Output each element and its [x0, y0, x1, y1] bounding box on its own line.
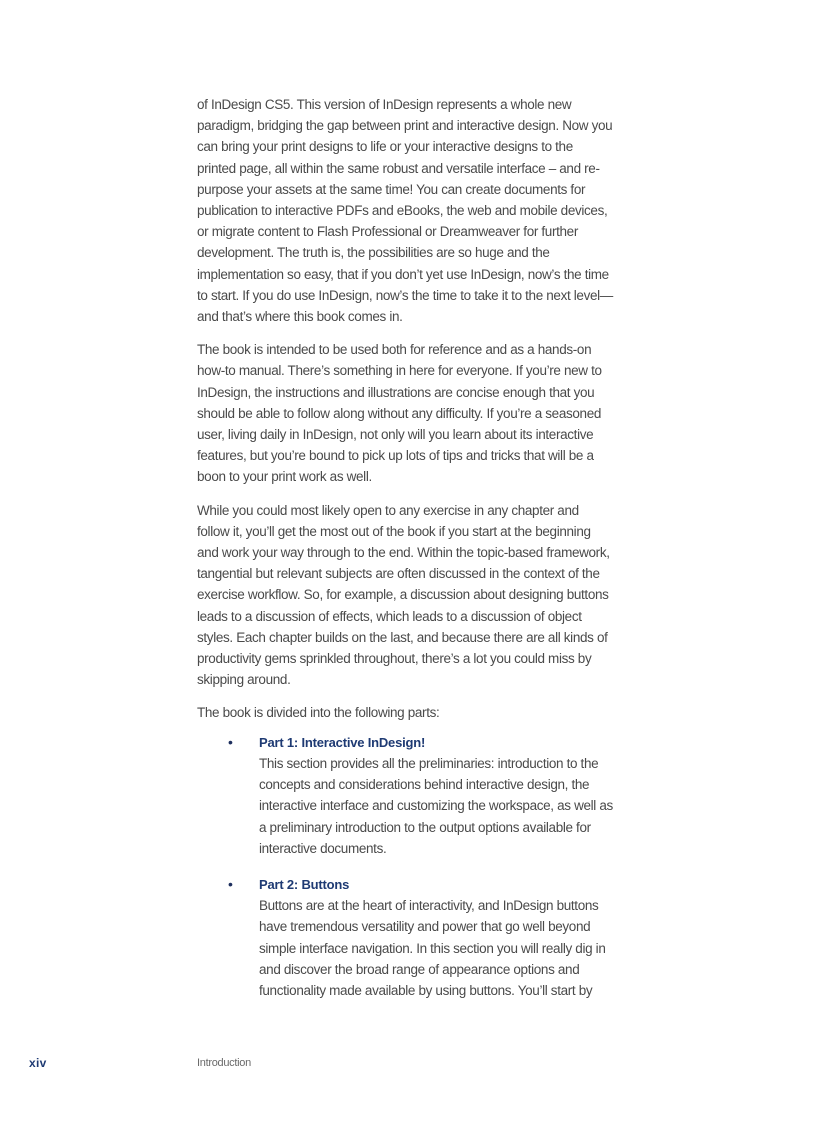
bullet-icon: •	[228, 733, 233, 750]
bullet-icon: •	[228, 875, 233, 892]
list-item-part-1	[197, 732, 613, 859]
running-footer-title: Introduction	[197, 1057, 251, 1069]
part-title: Part 2: Buttons	[259, 876, 350, 892]
paragraph-reading-order: While you could most likely open to any exercise in any chapter and follow it, you’ll get the most out of the book if you start at the beginning and work your way through to the end. Within the topic-based framework, tangential but relevant subjects are often discussed in the context of the exercise workflow. So, for example, a discussion about designing buttons leads to a discussion of effects, which leads to a discussion of object styles. Each chapter builds on the last, and because there are all kinds of productivity gems sprinkled throughout, there’s a lot you could miss by skipping around.	[197, 502, 610, 688]
paragraph-intro-continued: of InDesign CS5. This version of InDesign represents a whole new paradigm, bridging the gap between print and interactive design. Now you can bring your print designs to life or your interactive designs to the printed page, all within the same robust and versatile interface – and re-purpose your assets at the same time! You can create documents for publication to interactive PDFs and eBooks, the web and mobile devices, or migrate content to Flash Professional or Dreamweaver for further development. The truth is, the possibilities are so huge and the implementation so easy, that if you don’t yet use InDesign, now’s the time to start. If you do use InDesign, now’s the time to take it to the next level—and that’s where this book comes in.	[197, 97, 613, 325]
part-description: Buttons are at the heart of interactivity, and InDesign buttons have tremendous versatility and power that go well beyond simple interface navigation. In this section you will really dig in and discover the broad range of appearance options and functionality made available by using buttons. You’ll start by	[259, 898, 606, 998]
part-description: This section provides all the preliminaries: introduction to the concepts and considerations behind interactive design, the interactive interface and customizing the workspace, as well as a preliminary introduction to the output options available for interactive documents.	[259, 755, 613, 856]
parts-list	[197, 732, 613, 1001]
body-text	[197, 94, 613, 1001]
page-number: xiv	[29, 1056, 47, 1070]
paragraph-book-purpose: The book is intended to be used both for reference and as a hands-on how-to manual. There’s something in here for everyone. If you’re new to InDesign, the instructions and illustrations are concise enough that you should be able to follow along without any difficulty. If you’re a seasoned user, living daily in InDesign, not only will you learn about its interactive features, but you’re bound to pick up lots of tips and tricks that will be a boon to your print work as well.	[197, 342, 602, 485]
paragraph-parts-intro: The book is divided into the following parts:	[197, 705, 440, 721]
part-title: Part 1: Interactive InDesign!	[259, 734, 426, 750]
list-item-part-2	[197, 874, 613, 1001]
page-footer	[0, 1056, 816, 1076]
